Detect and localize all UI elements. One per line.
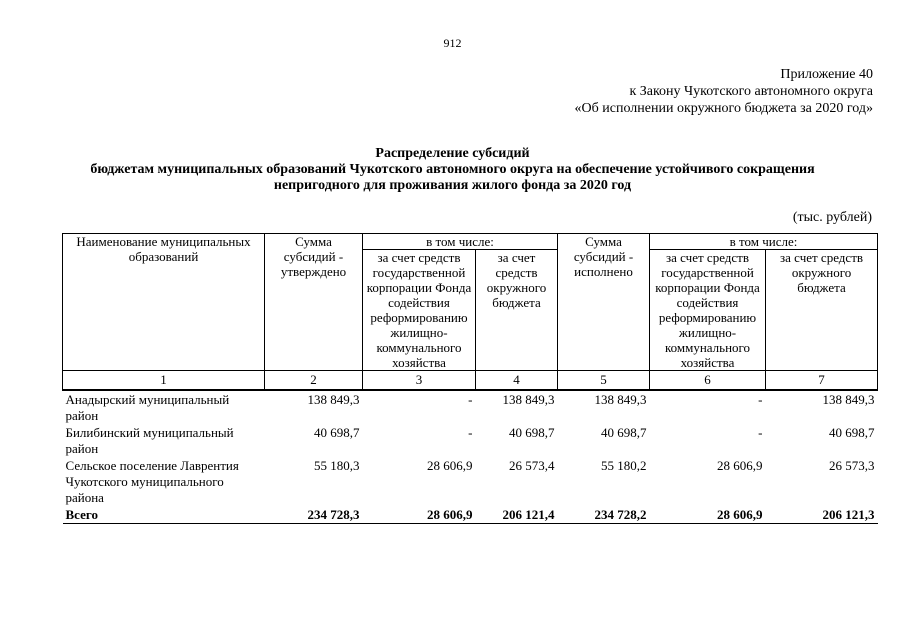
column-number: 6 (650, 371, 766, 391)
header-fund-2: за счет средств государственной корпорации Фонда содействия реформированию жилищно-коммунального хозяйства (650, 250, 766, 371)
district-budget-amount-executed: 40 698,7 (829, 425, 875, 440)
executed-amount: 40 698,7 (601, 425, 647, 440)
column-number: 5 (558, 371, 650, 391)
district-budget-amount: 40 698,7 (509, 425, 555, 440)
header-approved: Сумма субсидий - утверждено (265, 234, 363, 371)
total-approved-amount: 234 728,3 (265, 506, 363, 524)
fund-amount: - (468, 425, 473, 440)
fund-amount-executed: - (758, 392, 763, 407)
column-number: 1 (63, 371, 265, 391)
column-number: 7 (766, 371, 878, 391)
header-name: Наименование муниципальных образований (63, 234, 265, 371)
total-row (63, 506, 878, 524)
total-fund-amount-executed: 28 606,9 (650, 506, 766, 524)
fund-amount-executed: 28 606,9 (717, 458, 763, 473)
district-budget-amount-executed: 138 849,3 (822, 392, 875, 407)
header-including-1: в том числе: (363, 234, 558, 250)
district-budget-amount-executed: 26 573,3 (829, 458, 875, 473)
column-number: 3 (363, 371, 476, 391)
executed-amount: 55 180,2 (601, 458, 647, 473)
table-row (63, 390, 878, 424)
appendix-line-1: Приложение 40 (780, 67, 873, 82)
district-budget-amount: 138 849,3 (502, 392, 555, 407)
municipality-name: Сельское поселение Лаврентия Чукотского муниципального района (65, 458, 239, 505)
fund-amount-executed: - (758, 425, 763, 440)
executed-amount: 138 849,3 (594, 392, 647, 407)
total-district-budget-amount: 206 121,4 (476, 506, 558, 524)
subsidy-table (62, 233, 878, 524)
header-including-2: в том числе: (650, 234, 878, 250)
district-budget-amount: 26 573,4 (509, 458, 555, 473)
table-row (63, 424, 878, 457)
fund-amount: - (468, 392, 473, 407)
column-number-row (63, 371, 878, 391)
header-fund-1: за счет средств государственной корпорации Фонда содействия реформированию жилищно-коммунального хозяйства (363, 250, 476, 371)
document-title (40, 146, 865, 194)
appendix-line-2: к Закону Чукотского автономного округа (629, 84, 873, 99)
appendix-line-3: «Об исполнении окружного бюджета за 2020 год» (574, 101, 873, 116)
total-label: Всего (63, 506, 265, 524)
title-line-1: Распределение субсидий (375, 146, 530, 161)
header-row-1 (63, 234, 878, 250)
appendix-reference (575, 66, 873, 117)
page-number: 912 (443, 36, 462, 50)
header-executed: Сумма субсидий - исполнено (558, 234, 650, 371)
municipality-name: Билибинский муниципальный район (65, 425, 234, 456)
table-row (63, 457, 878, 506)
column-number: 4 (476, 371, 558, 391)
total-fund-amount: 28 606,9 (363, 506, 476, 524)
title-line-3: непригодного для проживания жилого фонда за 2020 год (273, 178, 632, 193)
header-district-1: за счет средств окружного бюджета (476, 250, 558, 371)
approved-amount: 55 180,3 (314, 458, 360, 473)
approved-amount: 138 849,3 (307, 392, 360, 407)
fund-amount: 28 606,9 (427, 458, 473, 473)
column-number: 2 (265, 371, 363, 391)
header-district-2: за счет средств окружного бюджета (766, 250, 878, 371)
units-label: (тыс. рублей) (792, 210, 872, 225)
title-line-2: бюджетам муниципальных образований Чукотского автономного округа на обеспечение устойчивого сокращения (90, 162, 815, 177)
total-district-budget-amount-executed: 206 121,3 (766, 506, 878, 524)
municipality-name: Анадырский муниципальный район (65, 392, 230, 423)
approved-amount: 40 698,7 (314, 425, 360, 440)
total-executed-amount: 234 728,2 (558, 506, 650, 524)
